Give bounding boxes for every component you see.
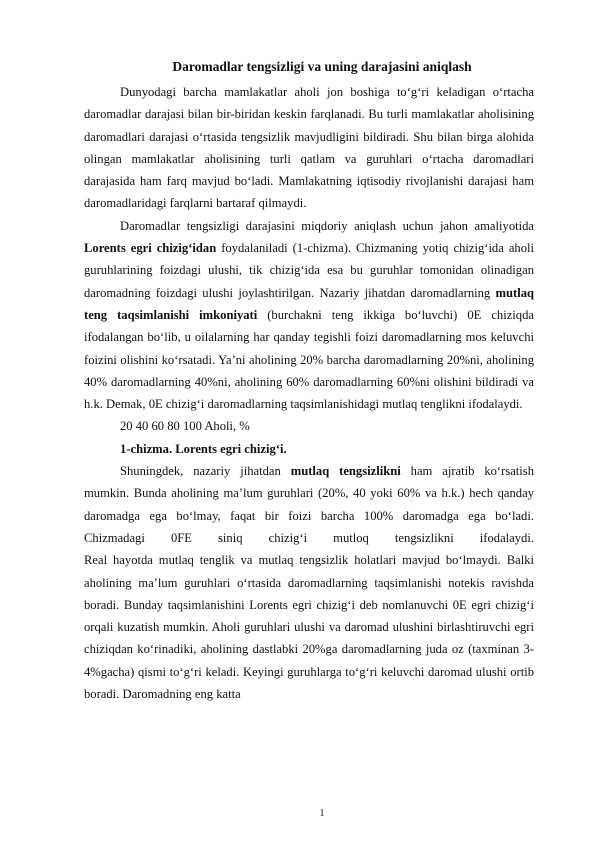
paragraph-2-text-a: Daromadlar tengsizligi darajasini miqdoriy aniqlash uchun jahon amaliyotida — [120, 218, 534, 233]
paragraph-2 — [84, 215, 534, 416]
paragraph-2-text-e: (burchakni teng ikkiga bo‘luvchi) 0E chiziqda ifodalangan bo‘lib, u oilalarning har qanday tegishli foizi daromadlarning mos keluvchi foizini olishini ko‘rsatadi. Ya’ni aholining 20% barcha daromadlarning 20%ni, aholining 40% daromadlarning 40%ni, aholining 60% daromadlarning 60%ni olishini bildiradi va h.k. Demak, 0E chizig‘i daromadlarning taqsimlanishidagi mutlaq tenglikni ifodalaydi. — [84, 307, 534, 412]
figure-caption-text: 1-chizma. Lorents egri chizig‘i. — [120, 441, 287, 456]
axis-label-line: 20 40 60 80 100 Aholi, % — [120, 419, 250, 434]
figure-caption — [84, 438, 534, 460]
paragraph-1: Dunyodagi barcha mamlakatlar aholi jon boshiga to‘g‘ri keladigan o‘rtacha daromadlar darajasi bilan bir-biridan keskin farqlanadi. Bu turli mamlakatlar aholisining daromadlari darajasi o‘rtasida tengsizlik mavjudligini bildiradi. Shu bilan birga alohida olingan mamlakatlar aholisining turli qatlam va guruhlari o‘rtacha daromadlari darajasida ham farq mavjud bo‘ladi. Mamlakatning iqtisodiy rivojlanishi darajasi ham daromadlaridagi farqlarni bartaraf qilmaydi. — [84, 85, 534, 211]
paragraph-4: Real hayotda mutlaq tenglik va mutlaq tengsizlik holatlari mavjud bo‘lmaydi. Balki aholining ma’lum guruhlari o‘rtasida daromadlarning taqsimlanishi notekis ravishda boradi. Bunday taqsimlanishini Lorents egri chizig‘i deb nomlanuvchi 0E egri chizig‘i orqali kuzatish mumkin. Aholi guruhlari ulushi va daromad ulushini birlashtiruvchi egri chiziqdan ko‘rinadiki, aholining dastlabki 20%ga daromadlarning juda oz (taxminan 3-4%gacha) qismi to‘g‘ri keladi. Keyingi guruhlarga to‘g‘ri keluvchi daromad ulushi ortib boradi. Daromadning eng katta — [84, 553, 534, 702]
document-body — [84, 81, 534, 705]
term-absolute-inequality: mutlaq tengsizlikni — [290, 464, 401, 479]
paragraph-3 — [84, 460, 534, 549]
term-absolute-equality: mutlaq teng taqsimlanishi imkoniyati — [84, 285, 534, 322]
page-number: 1 — [319, 808, 325, 819]
term-lorents-curve: Lorents egri chizig‘idan — [84, 241, 217, 256]
paragraph-3-text-a: Shuningdek, nazariy jihatdan — [120, 464, 291, 479]
paragraph-2-text-c: foydalaniladi (1-chizma). Chizmaning yotiq chizig‘ida aholi guruhlarining foizdagi ulushi, tik chizig‘ida esa bu guruhlar tomonidan olinadigan daromadning foizdagi ulushi joylashtirilgan. Nazariy jihatdan daromadlarning — [84, 241, 535, 300]
document-title: Daromadlar tengsizligi va uning darajasini aniqlash — [172, 59, 472, 74]
paragraph-3-text-c: ham ajratib ko‘rsatish mumkin. Bunda aholining ma’lum guruhlari (20%, 40 yoki 60% va h.k.) hech qanday daromadga ega bo‘lmay, faqat bir foizi barcha 100% daromadga ega bo‘ladi. Chizmadagi 0FE siniq chizig‘i mutloq tengsizlikni ifodalaydi. — [84, 464, 535, 545]
